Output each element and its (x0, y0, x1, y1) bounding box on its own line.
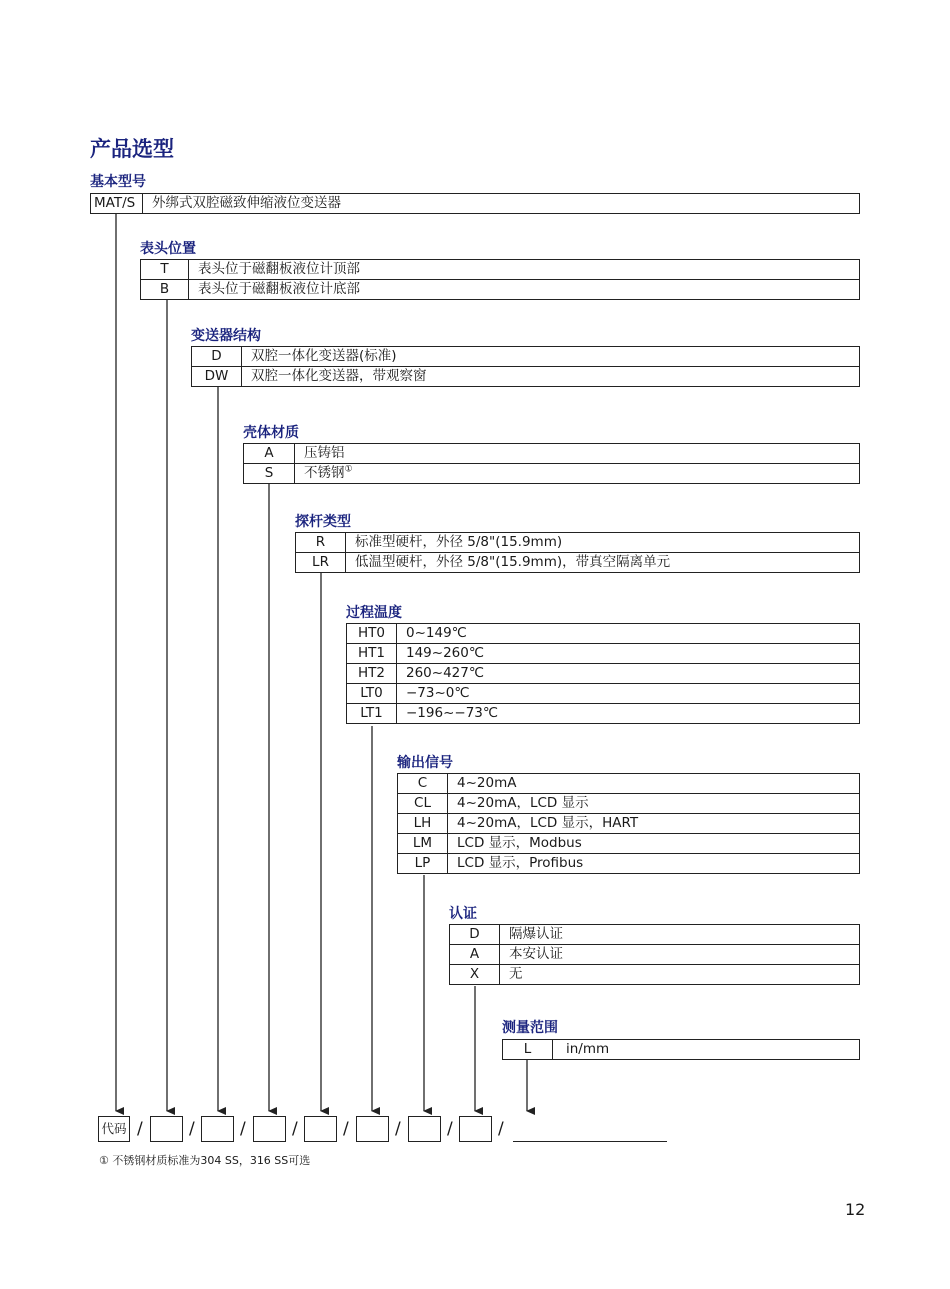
option-description: LCD 显示，Profibus (448, 854, 860, 874)
option-code: DW (192, 367, 242, 387)
code-separator: / (498, 1119, 504, 1139)
option-description: −73~0℃ (397, 684, 860, 704)
code-slot-measuring-range[interactable] (513, 1141, 667, 1142)
code-label: 代码 (98, 1116, 130, 1142)
option-code: LP (398, 854, 448, 874)
footnote-marker: ① (344, 464, 353, 475)
page-number: 12 (845, 1200, 866, 1219)
option-description: 隔爆认证 (500, 925, 860, 945)
section-heading-transmitter-structure: 变送器结构 (191, 328, 261, 344)
footnote: ① 不锈钢材质标准为304 SS，316 SS可选 (99, 1154, 311, 1167)
option-description: −196~−73℃ (397, 704, 860, 724)
option-code: A (244, 444, 295, 464)
option-description: 标准型硬杆，外径 5/8"(15.9mm) (346, 533, 860, 553)
option-description: LCD 显示，Modbus (448, 834, 860, 854)
code-slot-output-signal[interactable] (408, 1116, 441, 1142)
code-slot-head-position[interactable] (150, 1116, 183, 1142)
option-code: B (141, 280, 189, 300)
option-code: LH (398, 814, 448, 834)
code-separator: / (447, 1119, 453, 1139)
code-separator: / (292, 1119, 298, 1139)
option-description: 4~20mA (448, 774, 860, 794)
section-heading-head-position: 表头位置 (140, 241, 196, 257)
option-description-text: 不锈钢 (304, 465, 345, 481)
option-description: 260~427℃ (397, 664, 860, 684)
option-code: X (450, 965, 500, 985)
option-description: 低温型硬杆，外径 5/8"(15.9mm)，带真空隔离单元 (346, 553, 860, 573)
code-slot-certification[interactable] (459, 1116, 492, 1142)
option-code: HT1 (347, 644, 397, 664)
option-description: 本安认证 (500, 945, 860, 965)
option-code: HT0 (347, 624, 397, 644)
code-slot-probe-type[interactable] (304, 1116, 337, 1142)
option-description: 压铸铝 (295, 444, 860, 464)
option-description: 表头位于磁翻板液位计底部 (189, 280, 860, 300)
option-code: LT1 (347, 704, 397, 724)
option-description: 4~20mA，LCD 显示 (448, 794, 860, 814)
section-heading-measuring-range: 测量范围 (502, 1020, 558, 1036)
option-code: HT2 (347, 664, 397, 684)
page-title: 产品选型 (90, 137, 174, 161)
option-code: LR (296, 553, 346, 573)
option-description: 双腔一体化变送器，带观察窗 (242, 367, 860, 387)
option-code: LT0 (347, 684, 397, 704)
option-code: C (398, 774, 448, 794)
option-code: D (450, 925, 500, 945)
option-description: 外绑式双腔磁致伸缩液位变送器 (143, 194, 860, 214)
section-heading-base-model: 基本型号 (90, 174, 146, 190)
option-description: 4~20mA，LCD 显示，HART (448, 814, 860, 834)
option-description: 双腔一体化变送器(标准) (242, 347, 860, 367)
code-slot-transmitter-structure[interactable] (201, 1116, 234, 1142)
option-code: A (450, 945, 500, 965)
option-code: D (192, 347, 242, 367)
option-code: R (296, 533, 346, 553)
option-description: 0~149℃ (397, 624, 860, 644)
code-separator: / (343, 1119, 349, 1139)
code-separator: / (240, 1119, 246, 1139)
section-heading-certification: 认证 (449, 906, 477, 922)
option-code: LM (398, 834, 448, 854)
option-code: S (244, 464, 295, 484)
option-description: 无 (500, 965, 860, 985)
option-description: 表头位于磁翻板液位计顶部 (189, 260, 860, 280)
option-description: 149~260℃ (397, 644, 860, 664)
option-code: MAT/S (91, 194, 143, 214)
section-heading-output-signal: 输出信号 (397, 755, 453, 771)
code-separator: / (189, 1119, 195, 1139)
section-heading-probe-type: 探杆类型 (295, 514, 351, 530)
section-heading-housing-material: 壳体材质 (243, 425, 299, 441)
code-slot-housing-material[interactable] (253, 1116, 286, 1142)
section-heading-process-temperature: 过程温度 (346, 605, 402, 621)
option-code: CL (398, 794, 448, 814)
code-slot-process-temperature[interactable] (356, 1116, 389, 1142)
option-code: L (503, 1040, 553, 1060)
option-code: T (141, 260, 189, 280)
option-description: in/mm (553, 1040, 860, 1060)
code-separator: / (395, 1119, 401, 1139)
code-separator: / (137, 1119, 143, 1139)
